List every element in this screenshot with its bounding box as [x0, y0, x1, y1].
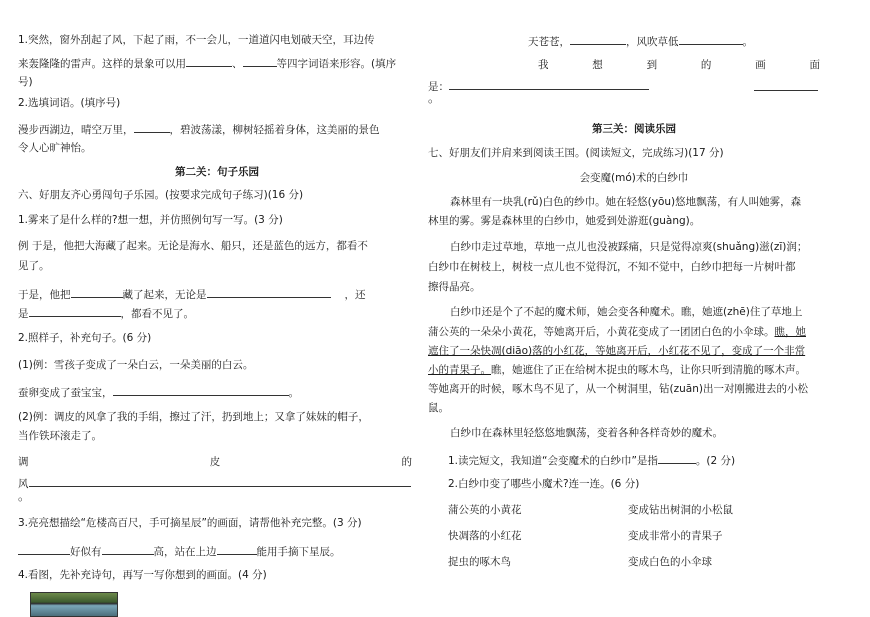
q2-line-2: 令人心旷神怡。 [18, 142, 92, 154]
r1-question [448, 452, 735, 468]
s2-fill-text: 蚕卵变成了蚕宝宝， [18, 387, 113, 399]
imagine-char-2: 想 [592, 59, 603, 71]
match-left-1[interactable]: 蒲公英的小黄花 [448, 504, 522, 516]
p2-line-3: 擦得晶亮。 [428, 281, 481, 293]
q1-text-end: 等四字词语来形容。(填序 [276, 58, 397, 70]
s2-char-1: 调 [18, 456, 29, 468]
s2-blank-1[interactable] [113, 384, 289, 396]
p3-underlined-2: 小的青果子。 [428, 364, 491, 376]
r1-text-end: 。(2 分) [695, 455, 736, 467]
s2-example-2a: (2)例：调皮的风拿了我的手绢，擦过了汗，扔到地上；又拿了妹妹的帽子， [18, 411, 369, 423]
q2-blank[interactable] [134, 121, 170, 133]
poem-text-1: 天苍苍， [528, 36, 570, 48]
imagine-char-6: 面 [809, 59, 820, 71]
p3-line-4 [428, 363, 806, 377]
s2-fill-2-end: 。 [18, 489, 31, 503]
s1-blank-1[interactable] [71, 286, 123, 298]
match-right-1[interactable]: 变成钻出树洞的小松鼠 [628, 504, 733, 516]
imagine-char-4: 的 [700, 59, 712, 71]
match-left-2[interactable]: 快凋落的小红花 [448, 530, 522, 542]
section-3-title: 第三关：阅读乐园 [592, 123, 676, 135]
s3-fill-text-1: 好似有 [70, 546, 102, 558]
p4-line: 白纱巾在森林里轻悠悠地飘荡，变着各种各样奇妙的魔术。 [450, 427, 723, 439]
match-right-3[interactable]: 变成白色的小伞球 [628, 556, 712, 568]
s1-fill-line-2 [18, 305, 194, 321]
imagine-chars [538, 58, 820, 72]
s3-fill-text-2: 高，站在上边 [153, 546, 217, 558]
s3-heading: 3.亮亮想描绘“危楼高百尺，手可摘星辰”的画面，请帮他补充完整。(3 分) [18, 517, 362, 529]
s2-example-1: (1)例：雪孩子变成了一朵白云，一朵美丽的白云。 [18, 359, 254, 371]
q1-text: 来轰隆隆的雷声。这样的景象可以用 [18, 58, 186, 70]
imagine-end: 。 [428, 91, 441, 105]
question-6-heading: 六、好朋友齐心勇闯句子乐园。(按要求完成句子练习)(16 分) [18, 189, 304, 201]
s3-blank-1[interactable] [18, 543, 70, 555]
match-right-2[interactable]: 变成非常小的青果子 [628, 530, 723, 542]
s2-char-3: 的 [401, 456, 412, 468]
q1-line-1: 1.突然，窗外刮起了风，下起了雨，不一会儿，一道道闪电划破天空，耳边传 [18, 34, 375, 46]
s1-fill-line-1 [18, 286, 416, 302]
q2-text: 漫步西湖边，晴空万里， [18, 124, 134, 136]
q2-text-end: ，碧波荡漾，柳树轻摇着身体，这美丽的景色 [169, 124, 380, 136]
p3-text-4: 瞧，她遮住了正在给树木捉虫的啄木鸟，让你只听到清脆的啄木声。 [491, 364, 806, 376]
s1-fill-text-2: 藏了起来，无论是 [122, 289, 207, 301]
s2-example-2b: 当作铁环滚走了。 [18, 430, 102, 442]
s1-heading: 1.雾来了是什么样的?想一想，并仿照例句写一写。(3 分) [18, 214, 283, 226]
s2-char-2: 皮 [209, 456, 221, 468]
p3-line-5: 等她离开的时候，啄木鸟不见了，从一个树洞里，钻(zuān)出一对刚搬进去的小松 [428, 383, 808, 395]
poem-text-2: ，风吹草低 [626, 36, 679, 48]
s1-fill-text-3: ，还 [344, 289, 366, 301]
r1-text: 1.读完短文，我知道“会变魔术的白纱巾”是指 [448, 455, 658, 467]
p2-line-1: 白纱巾走过草地，草地一点儿也没被踩痛，只是觉得凉爽(shuǎng)滋(zī)润； [450, 241, 808, 253]
story-title: 会变魔(mó)术的白纱巾 [579, 172, 689, 184]
grassland-picture [30, 592, 118, 617]
p3-line-2 [428, 325, 806, 339]
s4-heading: 4.看图，先补充诗句，再写一写你想到的画面。(4 分) [18, 569, 267, 581]
p1-line-2: 林里的雾。雾是森林里的白纱巾，她爱到处游逛(guàng)。 [428, 215, 701, 227]
s1-fill-text-1: 于是，他把 [18, 289, 71, 301]
poem-blank-1[interactable] [570, 33, 626, 45]
s1-example-2: 见了。 [18, 260, 50, 272]
poem-text-3: 。 [742, 36, 753, 48]
p3-line-6: 鼠。 [428, 402, 449, 414]
s2-fill-2-line [18, 475, 411, 491]
s2-fill-1 [18, 384, 299, 400]
s3-blank-2[interactable] [102, 543, 154, 555]
s1-example-1: 例 于是，他把大海藏了起来。无论是海水、船只，还是蓝色的远方，都看不 [18, 240, 368, 252]
r2-question: 2.白纱巾变了哪些小魔术?连一连。(6 分) [448, 478, 640, 490]
s2-char-4: 风 [18, 478, 29, 490]
question-7-heading: 七、好朋友们并肩来到阅读王国。(阅读短文，完成练习)(17 分) [428, 147, 724, 159]
s2-blank-2[interactable] [29, 475, 411, 487]
s3-blank-3[interactable] [217, 543, 257, 555]
imagine-blank-1[interactable] [449, 78, 649, 90]
s1-fill-text-4: 是 [18, 308, 29, 320]
p1-line-1: 森林里有一块乳(rǔ)白色的纱巾。她在轻悠(yōu)悠地飘荡，有人叫她雾，森 [450, 196, 802, 208]
s2-fill-2-chars [18, 455, 412, 469]
q1-line-2 [18, 55, 396, 71]
p3-line-1: 白纱巾还是个了不起的魔术师，她会变各种魔术。瞧，她遮(zhē)住了草地上 [450, 306, 803, 318]
imagine-text: 是： [428, 81, 449, 93]
p2-line-2: 白纱巾在树枝上，树枝一点儿也不觉得沉，不知不觉中，白纱巾把每一片树叶都 [428, 261, 796, 273]
q1-blank-1[interactable] [186, 55, 232, 67]
s2-heading: 2.照样子，补充句子。(6 分) [18, 332, 152, 344]
q1-line-3: 号) [18, 76, 33, 88]
s3-fill [18, 543, 341, 559]
r1-blank[interactable] [658, 452, 696, 464]
s1-fill-text-5: ，都看不见了。 [120, 308, 194, 320]
poem-blank-2[interactable] [679, 33, 743, 45]
p3-underlined-1: 瞧，她 [774, 326, 806, 338]
q1-blank-2[interactable] [243, 55, 277, 67]
imagine-char-5: 画 [755, 59, 766, 71]
s1-blank-2[interactable] [207, 286, 331, 298]
s2-fill-end: 。 [288, 387, 299, 399]
q2-heading: 2.选填词语。(填序号) [18, 97, 121, 109]
s1-blank-3[interactable] [29, 305, 121, 317]
p3-text-2: 蒲公英的一朵朵小黄花，等她离开后，小黄花变成了一团团白色的小伞球。 [428, 326, 775, 338]
imagine-blank-2[interactable] [754, 79, 818, 91]
imagine-fill [428, 78, 649, 94]
imagine-char-3: 到 [646, 59, 658, 71]
section-2-title: 第二关：句子乐园 [175, 166, 259, 178]
poem-line [528, 33, 753, 49]
s3-fill-text-3: 能用手摘下星辰。 [256, 546, 341, 558]
imagine-char-1: 我 [538, 59, 549, 71]
q2-line-1 [18, 121, 380, 137]
p3-line-3: 遮住了一朵快凋(diāo)落的小红花，等她离开后，小红花不见了，变成了一个非常 [428, 345, 806, 357]
match-left-3[interactable]: 捉虫的啄木鸟 [448, 556, 511, 568]
q1-sep: 、 [232, 58, 243, 70]
